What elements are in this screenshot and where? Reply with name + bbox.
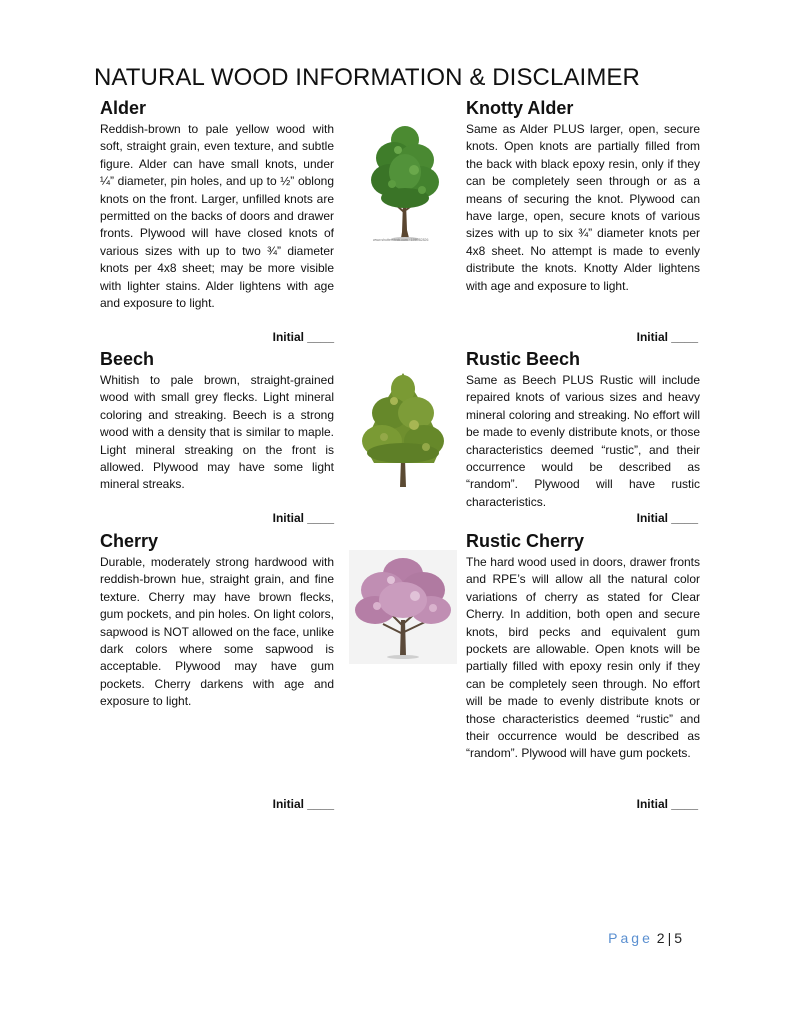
cherry-tree-icon (349, 550, 457, 664)
page-total: 5 (674, 930, 682, 946)
image-credit: www.shutterstock.com · 108082826 (373, 238, 429, 242)
alder-tree-icon (362, 120, 448, 248)
page-separator: | (667, 930, 672, 946)
section-heading-beech: Beech (100, 349, 155, 369)
page-word: Page (608, 930, 653, 946)
section-text-knotty-alder: Same as Alder PLUS larger, open, secure knots. Open knots are partially filled from the back with black epoxy resin, only if they can be completely seen through or as a means of securing the knot. Plywood can have large, open, secure knots of various sizes with up to six ¾” diameter knots per 4x8 sheet. No attempt is made to evenly distribute the knots. Knotty Alder lightens with age and exposure to light. (466, 122, 700, 293)
beech-tree-icon (354, 367, 452, 492)
initial-field-rustic-cherry[interactable]: Initial ____ (636, 797, 698, 811)
section-heading-rustic-beech: Rustic Beech (466, 349, 581, 369)
initial-field-knotty-alder[interactable]: Initial ____ (636, 330, 698, 344)
page-title: NATURAL WOOD INFORMATION & DISCLAIMER (94, 64, 640, 91)
section-heading-knotty-alder: Knotty Alder (466, 98, 574, 118)
page-footer (608, 930, 682, 946)
initial-field-beech[interactable]: Initial ____ (272, 511, 334, 525)
initial-field-alder[interactable]: Initial ____ (272, 330, 334, 344)
section-text-cherry: Durable, moderately strong hardwood with reddish-brown hue, straight grain, and fine texture. Cherry may have brown flecks, gum pockets, and pin holes. On light colors, sapwood is NOT allowed on the face, unlike dark colors where some sapwood is acceptable. Plywood may have gum pockets. Cherry darkens with age and exposure to light. (100, 555, 334, 709)
initial-field-rustic-beech[interactable]: Initial ____ (636, 511, 698, 525)
section-text-beech: Whitish to pale brown, straight-grained wood with small grey flecks. Light mineral coloring and streaking. Beech is a strong wood with a density that is similar to maple. Light mineral streaking on the front is allowed. Plywood may have some light mineral streaks. (100, 373, 334, 492)
section-heading-alder: Alder (100, 98, 147, 118)
page-current: 2 (656, 930, 665, 946)
section-text-rustic-cherry: The hard wood used in doors, drawer fronts and RPE’s will allow all the natural color variations of cherry as stated for Clear Cherry. In addition, both open and secure knots, bird pecks and equivalent gum pockets are allowable. Open knots will be partially filled with epoxy resin only if they can be completely seen through. No effort will be made to evenly distribute knots or those characteristics deemed “rustic” and their occurrence would be described as “random”. Plywood will have gum pockets. (466, 555, 700, 761)
section-heading-rustic-cherry: Rustic Cherry (466, 531, 585, 551)
section-text-rustic-beech: Same as Beech PLUS Rustic will include repaired knots of various sizes and heavy mineral coloring and streaking. No effort will be made to evenly distribute knots, or those characteristics deemed “rustic”, and their occurrence would be described as “random”. Plywood will have rustic characteristics. (466, 373, 700, 509)
section-text-alder: Reddish-brown to pale yellow wood with soft, straight grain, even texture, and subtle figure. Alder can have small knots, under ¼” diameter, pin holes, and up to ½” oblong knots on the front. Larger, unfilled knots are permitted on the backs of doors and drawer fronts. Plywood will have closed knots of various sizes with up to two ¾” diameter knots per 4x8 sheet; may be more visible with lighter stains. Alder lightens with age and exposure to light. (100, 122, 334, 311)
initial-field-cherry[interactable]: Initial ____ (272, 797, 334, 811)
section-heading-cherry: Cherry (100, 531, 159, 551)
